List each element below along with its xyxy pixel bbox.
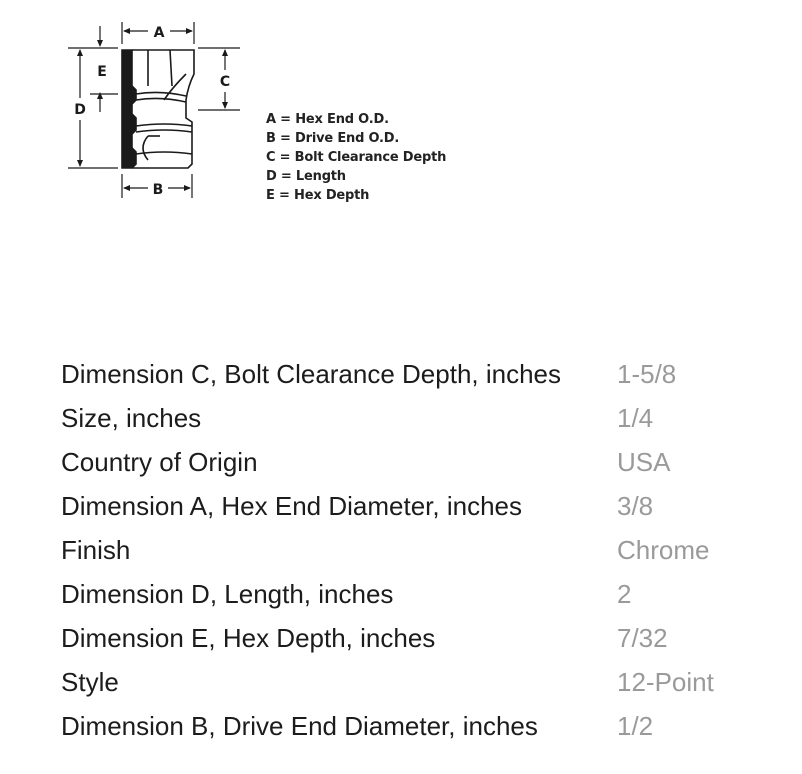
legend-item-c: C = Bolt Clearance Depth [266, 150, 447, 165]
dimension-letter-b: B [152, 182, 164, 198]
spec-value: 1-5/8 [617, 358, 677, 389]
legend-item-b: B = Drive End O.D. [266, 131, 400, 146]
spec-label: Dimension B, Drive End Diameter, inches [61, 710, 538, 741]
dimension-lines [68, 22, 240, 198]
legend-item-d: D = Length [266, 169, 346, 184]
spec-value: 1/4 [617, 402, 654, 433]
spec-label: Finish [61, 534, 131, 565]
dimension-letter-e: E [97, 64, 107, 80]
spec-value: 2 [617, 578, 632, 609]
spec-value: 3/8 [617, 490, 654, 521]
spec-row [61, 528, 714, 572]
spec-row [61, 440, 714, 484]
legend-item-e: E = Hex Depth [266, 188, 370, 203]
spec-row [61, 352, 714, 396]
spec-value: 1/2 [617, 710, 654, 741]
spec-row [61, 616, 714, 660]
dimension-letter-c: C [219, 74, 231, 90]
specifications-table [61, 352, 714, 748]
spec-value: Chrome [617, 534, 710, 565]
spec-label: Dimension A, Hex End Diameter, inches [61, 490, 522, 521]
spec-row [61, 572, 714, 616]
socket-body [122, 50, 194, 168]
spec-row [61, 396, 714, 440]
spec-label: Dimension D, Length, inches [61, 578, 394, 609]
spec-value: 7/32 [617, 622, 668, 653]
spec-label: Country of Origin [61, 446, 258, 477]
socket-drawing [60, 14, 260, 214]
dimension-letter-d: D [74, 102, 86, 118]
spec-label: Size, inches [61, 402, 202, 433]
legend-item-a: A = Hex End O.D. [266, 112, 389, 127]
spec-label: Dimension C, Bolt Clearance Depth, inches [61, 358, 562, 389]
spec-row [61, 704, 714, 748]
spec-value: 12-Point [617, 666, 714, 697]
spec-label: Dimension E, Hex Depth, inches [61, 622, 436, 653]
spec-label: Style [61, 666, 119, 697]
dimension-legend [266, 110, 446, 205]
dimension-letter-a: A [153, 25, 165, 41]
spec-value: USA [617, 446, 671, 477]
spec-row [61, 484, 714, 528]
spec-row [61, 660, 714, 704]
